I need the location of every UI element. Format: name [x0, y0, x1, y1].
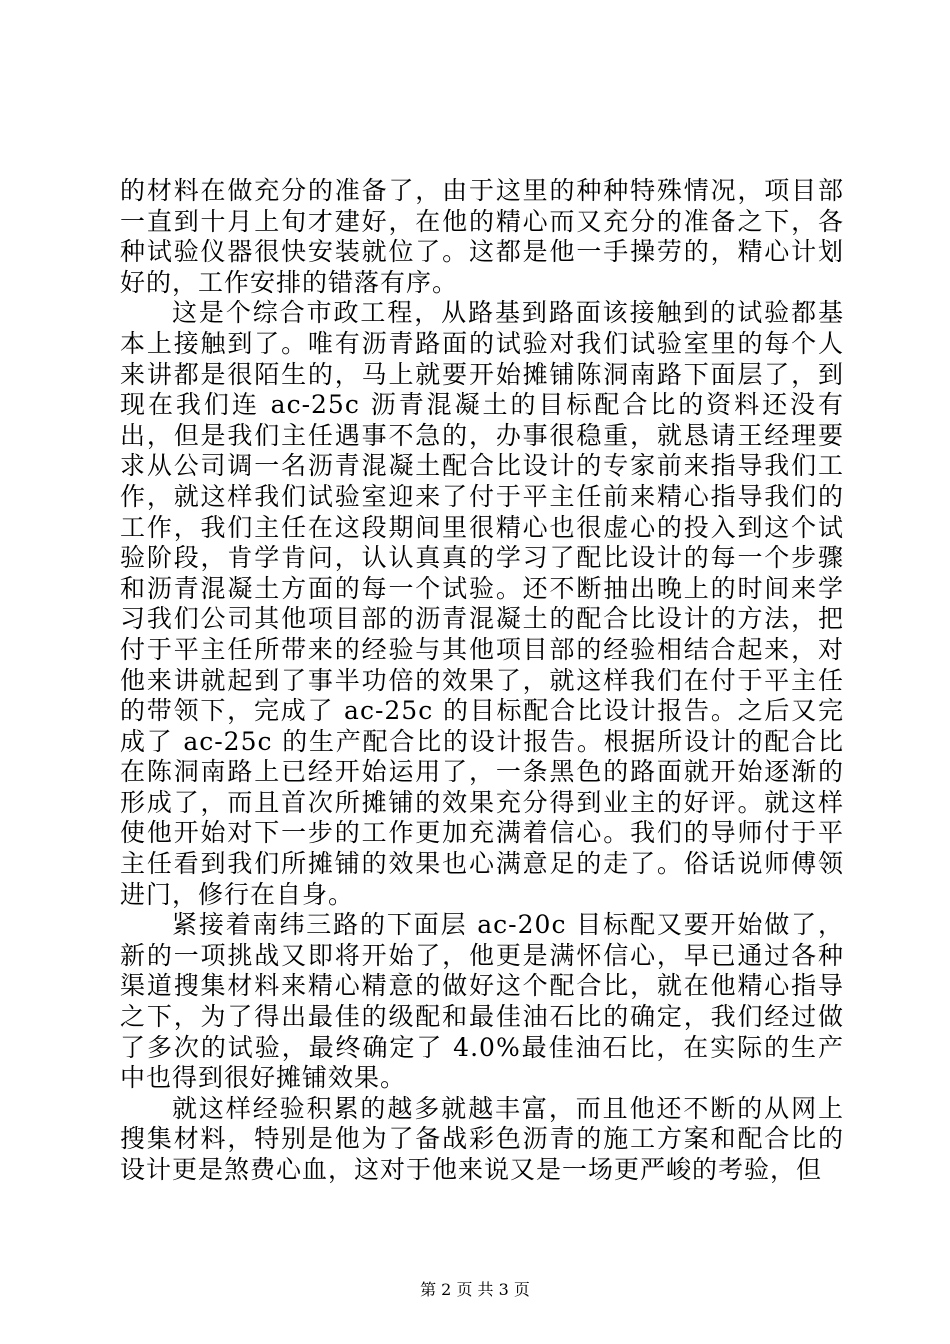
paragraph-4: 就这样经验积累的越多就越丰富，而且他还不断的从网上搜集材料，特别是他为了备战彩色沥青的施工方案和配合比的设计更是煞费心血，这对于他来说又是一场更严峻的考验，但	[120, 1093, 844, 1184]
paragraph-3: 紧接着南纬三路的下面层 ac-20c 目标配又要开始做了，新的一项挑战又即将开始了，他更是满怀信心，早已通过各种渠道搜集材料来精心精意的做好这个配合比，就在他精心指导之下，为了得出最佳的级配和最佳油石比的确定，我们经过做了多次的试验，最终确定了 4.0%最佳油石比，在实际的生产中也得到很好摊铺效果。	[120, 910, 844, 1093]
document-body	[120, 176, 844, 1186]
page-footer: 第 2 页 共 3 页	[420, 1280, 530, 1299]
paragraph-1: 的材料在做充分的准备了，由于这里的种种特殊情况，项目部一直到十月上旬才建好，在他的精心而又充分的准备之下，各种试验仪器很快安装就位了。这都是他一手操劳的，精心计划好的，工作安排的错落有序。	[120, 176, 844, 297]
paragraph-2: 这是个综合市政工程，从路基到路面该接触到的试验都基本上接触到了。唯有沥青路面的试验对我们试验室里的每个人来讲都是很陌生的，马上就要开始摊铺陈洞南路下面层了，到现在我们连 ac-25c 沥青混凝土的目标配合比的资料还没有出，但是我们主任遇事不急的，办事很稳重，就恳请王经理要求从公司调一名沥青混凝土配合比设计的专家前来指导我们工作，就这样我们试验室迎来了付于平主任前来精心指导我们的工作，我们主任在这段期间里很精心也很虚心的投入到这个试验阶段，肯学肯问，认认真真的学习了配比设计的每一个步骤和沥青混凝土方面的每一个试验。还不断抽出晚上的时间来学习我们公司其他项目部的沥青混凝土的配合比设计的方法，把付于平主任所带来的经验与其他项目部的经验相结合起来，对他来讲就起到了事半功倍的效果了，就这样我们在付于平主任的带领下，完成了 ac-25c 的目标配合比设计报告。之后又完成了 ac-25c 的生产配合比的设计报告。根据所设计的配合比在陈洞南路上已经开始运用了，一条黑色的路面就开始逐渐的形成了，而且首次所摊铺的效果充分得到业主的好评。就这样使他开始对下一步的工作更加充满着信心。我们的导师付于平主任看到我们所摊铺的效果也心满意足的走了。俗话说师傅领进门，修行在自身。	[120, 298, 844, 909]
